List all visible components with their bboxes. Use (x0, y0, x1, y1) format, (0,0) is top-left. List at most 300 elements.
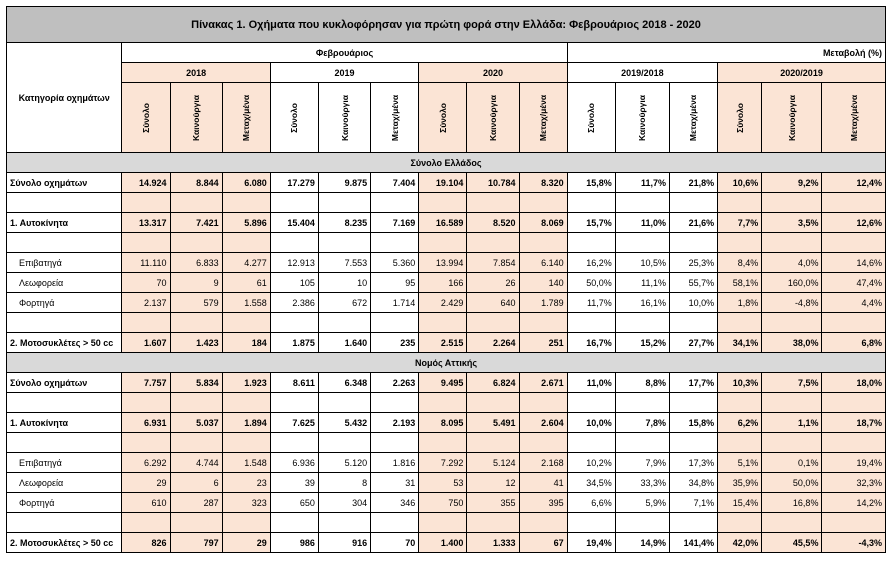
value-cell: 1.714 (371, 293, 419, 313)
value-cell: 11,7% (567, 293, 615, 313)
value-cell: 16,1% (615, 293, 669, 313)
value-cell: 4.277 (222, 253, 270, 273)
value-cell: 9,2% (762, 173, 822, 193)
value-cell: 184 (222, 333, 270, 353)
spacer-cell (519, 433, 567, 453)
value-cell: 29 (122, 473, 170, 493)
spacer-cell (669, 393, 717, 413)
value-cell: 39 (270, 473, 318, 493)
subheader-label: Μεταχ/μένα (241, 94, 252, 141)
value-cell: 15,7% (567, 213, 615, 233)
spacer-cell (170, 193, 222, 213)
spacer-row (7, 513, 886, 533)
row-label: 2. Μοτοσυκλέτες > 50 cc (7, 333, 122, 353)
spacer-cell (615, 313, 669, 333)
subheader-label: Μεταχ/μένα (688, 94, 699, 141)
change-header: Μεταβολή (%) (567, 43, 885, 63)
spacer-cell (122, 513, 170, 533)
value-cell: 8.520 (467, 213, 519, 233)
spacer-cell (762, 513, 822, 533)
value-cell: 1.894 (222, 413, 270, 433)
section-header: Νομός Αττικής (7, 353, 886, 373)
value-cell: 10,3% (718, 373, 762, 393)
value-cell: 14,6% (822, 253, 886, 273)
value-cell: 17.279 (270, 173, 318, 193)
spacer-cell (419, 393, 467, 413)
spacer-cell (371, 193, 419, 213)
subheader-label: Καινούργια (487, 94, 498, 141)
value-cell: 55,7% (669, 273, 717, 293)
spacer-cell (170, 313, 222, 333)
spacer-cell (615, 513, 669, 533)
subheader-total (419, 83, 467, 153)
value-cell: 7.625 (270, 413, 318, 433)
value-cell: 14.924 (122, 173, 170, 193)
spacer-cell (419, 193, 467, 213)
table-row (7, 253, 886, 273)
value-cell: 1,1% (762, 413, 822, 433)
value-cell: 5,1% (718, 453, 762, 473)
value-cell: 5.037 (170, 413, 222, 433)
value-cell: 42,0% (718, 533, 762, 553)
value-cell: 10,6% (718, 173, 762, 193)
value-cell: 45,5% (762, 533, 822, 553)
value-cell: 2.137 (122, 293, 170, 313)
spacer-cell (222, 393, 270, 413)
spacer-cell (318, 513, 370, 533)
vehicles-table (6, 6, 886, 553)
spacer-cell (318, 313, 370, 333)
value-cell: 19,4% (567, 533, 615, 553)
spacer-cell (270, 433, 318, 453)
row-label: Επιβατηγά (7, 453, 122, 473)
value-cell: 9.495 (419, 373, 467, 393)
value-cell: 2.193 (371, 413, 419, 433)
value-cell: 235 (371, 333, 419, 353)
value-cell: 650 (270, 493, 318, 513)
value-cell: 4,0% (762, 253, 822, 273)
spacer-cell (718, 433, 762, 453)
value-cell: 10,0% (567, 413, 615, 433)
value-cell: 1,8% (718, 293, 762, 313)
value-cell: -4,8% (762, 293, 822, 313)
value-cell: 1.558 (222, 293, 270, 313)
value-cell: 2.386 (270, 293, 318, 313)
spacer-cell (170, 433, 222, 453)
value-cell: 10.784 (467, 173, 519, 193)
value-cell: 6.292 (122, 453, 170, 473)
value-cell: 13.994 (419, 253, 467, 273)
period-header-2019-2018: 2019/2018 (567, 63, 717, 83)
value-cell: 395 (519, 493, 567, 513)
value-cell: 15,8% (567, 173, 615, 193)
value-cell: 166 (419, 273, 467, 293)
spacer-cell (371, 393, 419, 413)
spacer-cell (270, 393, 318, 413)
value-cell: 797 (170, 533, 222, 553)
value-cell: 7,8% (615, 413, 669, 433)
value-cell: 355 (467, 493, 519, 513)
spacer-cell (567, 233, 615, 253)
subheader-label: Καινούργια (191, 94, 202, 141)
spacer-cell (519, 513, 567, 533)
spacer-cell (318, 393, 370, 413)
spacer-cell (222, 433, 270, 453)
value-cell: 70 (122, 273, 170, 293)
subheader-label: Σύνολο (140, 102, 151, 133)
value-cell: 6.824 (467, 373, 519, 393)
value-cell: 19.104 (419, 173, 467, 193)
value-cell: 16,8% (762, 493, 822, 513)
subheader-row (7, 83, 886, 153)
value-cell: 8.095 (419, 413, 467, 433)
value-cell: 7.404 (371, 173, 419, 193)
value-cell: 1.875 (270, 333, 318, 353)
spacer-cell (467, 193, 519, 213)
subheader-label: Σύνολο (437, 102, 448, 133)
value-cell: 6 (170, 473, 222, 493)
value-cell: 2.168 (519, 453, 567, 473)
spacer-cell (318, 233, 370, 253)
category-header: Κατηγορία οχημάτων (7, 43, 122, 153)
spacer-cell (170, 233, 222, 253)
value-cell: 346 (371, 493, 419, 513)
value-cell: 6,8% (822, 333, 886, 353)
value-cell: 105 (270, 273, 318, 293)
value-cell: 750 (419, 493, 467, 513)
value-cell: 18,0% (822, 373, 886, 393)
spacer-cell (270, 233, 318, 253)
spacer-cell (467, 313, 519, 333)
value-cell: 7.421 (170, 213, 222, 233)
spacer-cell (669, 233, 717, 253)
value-cell: 10,2% (567, 453, 615, 473)
value-cell: 2.429 (419, 293, 467, 313)
spacer-cell (519, 193, 567, 213)
spacer-cell (567, 313, 615, 333)
subheader-new (762, 83, 822, 153)
value-cell: 33,3% (615, 473, 669, 493)
value-cell: 16,7% (567, 333, 615, 353)
value-cell: 7.553 (318, 253, 370, 273)
subheader-label: Καινούργια (637, 94, 648, 141)
value-cell: 8,4% (718, 253, 762, 273)
spacer-cell (822, 233, 886, 253)
spacer-cell (762, 193, 822, 213)
spacer-cell (467, 393, 519, 413)
value-cell: 579 (170, 293, 222, 313)
value-cell: 323 (222, 493, 270, 513)
subheader-total (718, 83, 762, 153)
value-cell: 1.607 (122, 333, 170, 353)
value-cell: 2.604 (519, 413, 567, 433)
value-cell: 95 (371, 273, 419, 293)
row-label: 2. Μοτοσυκλέτες > 50 cc (7, 533, 122, 553)
spacer-cell (371, 513, 419, 533)
value-cell: 29 (222, 533, 270, 553)
spacer-cell (371, 233, 419, 253)
subheader-label: Μεταχ/μένα (848, 94, 859, 141)
value-cell: 7,1% (669, 493, 717, 513)
spacer-cell (519, 393, 567, 413)
value-cell: 53 (419, 473, 467, 493)
section-header: Σύνολο Ελλάδος (7, 153, 886, 173)
value-cell: 38,0% (762, 333, 822, 353)
value-cell: 25,3% (669, 253, 717, 273)
year-header-2019: 2019 (270, 63, 418, 83)
spacer-cell (718, 513, 762, 533)
spacer-row (7, 193, 886, 213)
spacer-cell (762, 233, 822, 253)
subheader-label: Μεταχ/μένα (389, 94, 400, 141)
table-row (7, 173, 886, 193)
value-cell: 4.744 (170, 453, 222, 473)
value-cell: 6,2% (718, 413, 762, 433)
spacer-cell (122, 233, 170, 253)
value-cell: 7.169 (371, 213, 419, 233)
spacer-cell (615, 433, 669, 453)
value-cell: 11,0% (567, 373, 615, 393)
subheader-total (270, 83, 318, 153)
spacer-cell (270, 313, 318, 333)
spacer-cell (762, 313, 822, 333)
row-label: 1. Αυτοκίνητα (7, 413, 122, 433)
value-cell: 5.896 (222, 213, 270, 233)
value-cell: 7,5% (762, 373, 822, 393)
spacer-cell (7, 233, 122, 253)
subheader-total (122, 83, 170, 153)
spacer-cell (371, 433, 419, 453)
value-cell: 8.320 (519, 173, 567, 193)
subheader-new (170, 83, 222, 153)
value-cell: 27,7% (669, 333, 717, 353)
value-cell: 16.589 (419, 213, 467, 233)
value-cell: 26 (467, 273, 519, 293)
spacer-cell (122, 313, 170, 333)
value-cell: 7.854 (467, 253, 519, 273)
spacer-cell (822, 513, 886, 533)
value-cell: 15,4% (718, 493, 762, 513)
value-cell: 7.292 (419, 453, 467, 473)
value-cell: 16,2% (567, 253, 615, 273)
spacer-cell (318, 193, 370, 213)
spacer-cell (669, 433, 717, 453)
value-cell: 21,6% (669, 213, 717, 233)
spacer-cell (718, 313, 762, 333)
spacer-cell (419, 513, 467, 533)
value-cell: 610 (122, 493, 170, 513)
value-cell: 140 (519, 273, 567, 293)
spacer-cell (222, 193, 270, 213)
spacer-cell (222, 513, 270, 533)
value-cell: 34,8% (669, 473, 717, 493)
value-cell: 1.423 (170, 333, 222, 353)
value-cell: 6,6% (567, 493, 615, 513)
value-cell: 1.333 (467, 533, 519, 553)
spacer-cell (7, 393, 122, 413)
subheader-used (222, 83, 270, 153)
table-row (7, 473, 886, 493)
value-cell: 304 (318, 493, 370, 513)
subheader-label: Σύνολο (734, 102, 745, 133)
table-row (7, 213, 886, 233)
subheader-used (822, 83, 886, 153)
spacer-cell (567, 433, 615, 453)
value-cell: 10 (318, 273, 370, 293)
spacer-cell (7, 193, 122, 213)
spacer-cell (669, 313, 717, 333)
value-cell: 1.548 (222, 453, 270, 473)
value-cell: 21,8% (669, 173, 717, 193)
spacer-cell (567, 393, 615, 413)
spacer-cell (467, 433, 519, 453)
spacer-cell (170, 393, 222, 413)
value-cell: 13.317 (122, 213, 170, 233)
value-cell: 11.110 (122, 253, 170, 273)
row-label: Επιβατηγά (7, 253, 122, 273)
value-cell: 1.923 (222, 373, 270, 393)
spacer-cell (822, 193, 886, 213)
value-cell: 10,5% (615, 253, 669, 273)
value-cell: 6.080 (222, 173, 270, 193)
value-cell: 6.348 (318, 373, 370, 393)
row-label: Φορτηγά (7, 293, 122, 313)
spacer-cell (122, 393, 170, 413)
subheader-new (467, 83, 519, 153)
spacer-cell (419, 313, 467, 333)
value-cell: 672 (318, 293, 370, 313)
value-cell: 8.069 (519, 213, 567, 233)
subheader-label: Σύνολο (586, 102, 597, 133)
value-cell: 160,0% (762, 273, 822, 293)
value-cell: 12,4% (822, 173, 886, 193)
value-cell: 15,2% (615, 333, 669, 353)
spacer-cell (822, 313, 886, 333)
value-cell: 70 (371, 533, 419, 553)
value-cell: 7,9% (615, 453, 669, 473)
value-cell: 58,1% (718, 273, 762, 293)
spacer-cell (7, 433, 122, 453)
value-cell: 5.491 (467, 413, 519, 433)
value-cell: 1.789 (519, 293, 567, 313)
value-cell: 2.263 (371, 373, 419, 393)
spacer-cell (718, 193, 762, 213)
value-cell: 8.611 (270, 373, 318, 393)
value-cell: 12,6% (822, 213, 886, 233)
value-cell: 1.640 (318, 333, 370, 353)
value-cell: -4,3% (822, 533, 886, 553)
value-cell: 2.671 (519, 373, 567, 393)
subheader-used (519, 83, 567, 153)
value-cell: 34,1% (718, 333, 762, 353)
year-header-2018: 2018 (122, 63, 270, 83)
spacer-row (7, 313, 886, 333)
table-row (7, 533, 886, 553)
row-label: Φορτηγά (7, 493, 122, 513)
value-cell: 916 (318, 533, 370, 553)
spacer-cell (122, 193, 170, 213)
spacer-row (7, 233, 886, 253)
value-cell: 9 (170, 273, 222, 293)
value-cell: 251 (519, 333, 567, 353)
value-cell: 6.936 (270, 453, 318, 473)
value-cell: 5,9% (615, 493, 669, 513)
spacer-cell (615, 393, 669, 413)
subheader-used (669, 83, 717, 153)
value-cell: 0,1% (762, 453, 822, 473)
value-cell: 7.757 (122, 373, 170, 393)
spacer-cell (822, 393, 886, 413)
spacer-cell (567, 513, 615, 533)
value-cell: 826 (122, 533, 170, 553)
spacer-cell (467, 513, 519, 533)
value-cell: 67 (519, 533, 567, 553)
value-cell: 41 (519, 473, 567, 493)
value-cell: 19,4% (822, 453, 886, 473)
spacer-cell (318, 433, 370, 453)
spacer-cell (122, 433, 170, 453)
row-label: Λεωφορεία (7, 273, 122, 293)
value-cell: 18,7% (822, 413, 886, 433)
value-cell: 32,3% (822, 473, 886, 493)
spacer-cell (762, 393, 822, 413)
value-cell: 17,7% (669, 373, 717, 393)
value-cell: 5.124 (467, 453, 519, 473)
spacer-cell (371, 313, 419, 333)
value-cell: 34,5% (567, 473, 615, 493)
subheader-new (615, 83, 669, 153)
spacer-cell (7, 513, 122, 533)
value-cell: 5.120 (318, 453, 370, 473)
value-cell: 31 (371, 473, 419, 493)
value-cell: 640 (467, 293, 519, 313)
spacer-cell (718, 393, 762, 413)
value-cell: 47,4% (822, 273, 886, 293)
spacer-cell (270, 513, 318, 533)
row-label: Λεωφορεία (7, 473, 122, 493)
year-header-2020: 2020 (419, 63, 567, 83)
value-cell: 986 (270, 533, 318, 553)
value-cell: 8,8% (615, 373, 669, 393)
period-header-2020-2019: 2020/2019 (718, 63, 886, 83)
spacer-cell (270, 193, 318, 213)
value-cell: 12.913 (270, 253, 318, 273)
row-label: Σύνολο οχημάτων (7, 373, 122, 393)
value-cell: 8.844 (170, 173, 222, 193)
value-cell: 4,4% (822, 293, 886, 313)
value-cell: 1.816 (371, 453, 419, 473)
value-cell: 5.432 (318, 413, 370, 433)
value-cell: 50,0% (762, 473, 822, 493)
spacer-cell (615, 233, 669, 253)
value-cell: 141,4% (669, 533, 717, 553)
subheader-total (567, 83, 615, 153)
spacer-cell (467, 233, 519, 253)
spacer-cell (7, 313, 122, 333)
spacer-cell (669, 513, 717, 533)
spacer-cell (822, 433, 886, 453)
value-cell: 12 (467, 473, 519, 493)
spacer-cell (762, 433, 822, 453)
value-cell: 23 (222, 473, 270, 493)
value-cell: 6.140 (519, 253, 567, 273)
value-cell: 17,3% (669, 453, 717, 473)
spacer-cell (419, 233, 467, 253)
value-cell: 61 (222, 273, 270, 293)
value-cell: 11,7% (615, 173, 669, 193)
table-title: Πίνακας 1. Οχήματα που κυκλοφόρησαν για πρώτη φορά στην Ελλάδα: Φεβρουάριος 2018 - 2020 (7, 7, 886, 43)
table-container (6, 6, 886, 553)
